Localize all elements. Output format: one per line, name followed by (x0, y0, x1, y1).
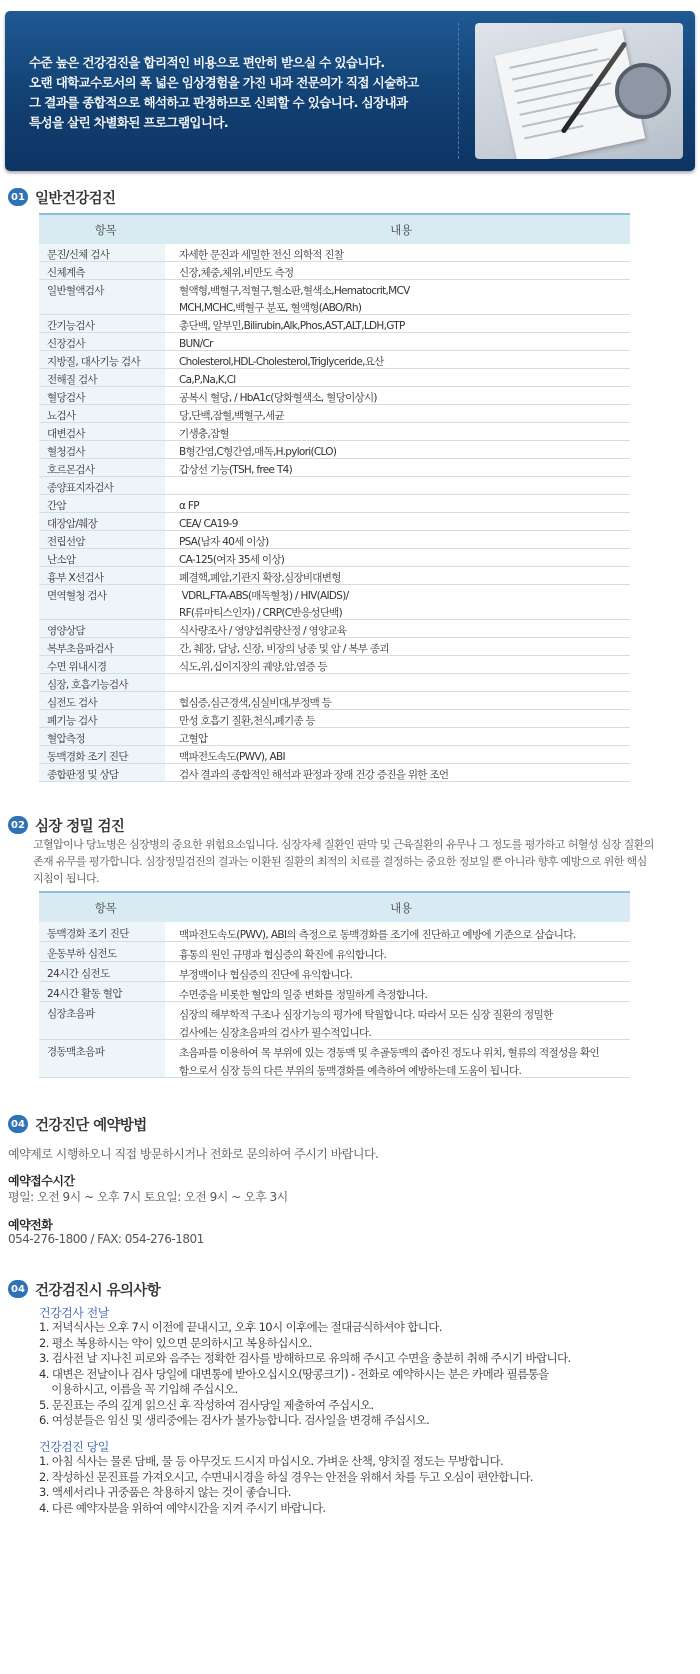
table-row (39, 531, 630, 549)
row-item-label: 종양표지자검사 (39, 477, 165, 494)
row-content (165, 922, 630, 941)
row-content-line: 함으로서 심장 등의 다른 부위의 동맥경화를 예측하여 예방하는데 도움이 됩니다. (179, 1065, 522, 1077)
row-content-line: Ca,P,Na,K,Cl (179, 374, 236, 386)
row-item-label: 전해질 검사 (39, 369, 165, 386)
row-content (165, 656, 630, 673)
row-content (165, 351, 630, 368)
table-row (39, 922, 630, 942)
intro-banner (5, 11, 695, 171)
row-item-label: 심장, 호흡기능검사 (39, 674, 165, 691)
row-content-line: 초음파를 이용하여 목 부위에 있는 경동맥 및 추골동맥의 좁아진 정도나 위치, 혈류의 적절성을 확인 (179, 1047, 600, 1059)
row-content (165, 531, 630, 548)
notice-before-list (39, 1320, 571, 1429)
row-item-label: 24시간 활동 혈압 (39, 982, 165, 1001)
table-row (39, 638, 630, 656)
row-content-line: 기생충,잠혈 (179, 428, 229, 440)
table-row (39, 459, 630, 477)
row-content-line: B형간염,C형간염,매독,H.pylori(CLO) (179, 446, 337, 458)
table-row (39, 280, 630, 315)
row-item-label: 신장검사 (39, 333, 165, 350)
banner-line: 수준 높은 건강검진을 합리적인 비용으로 편안히 받으실 수 있습니다. (29, 55, 385, 70)
row-content-line: 검사에는 심장초음파의 검사가 필수적입니다. (179, 1027, 372, 1039)
section-heading-cardiac (8, 815, 124, 835)
row-item-label: 혈당검사 (39, 387, 165, 404)
row-content (165, 710, 630, 727)
section-title: 건강검진시 유의사항 (35, 1282, 161, 1299)
table-header (39, 891, 630, 922)
row-item-label: 지방질, 대사기능 검사 (39, 351, 165, 368)
table-row (39, 513, 630, 531)
list-item: 1. 저녁식사는 오후 7시 이전에 끝내시고, 오후 10시 이후에는 절대금식하셔야 합니다. (39, 1320, 442, 1334)
row-content (165, 495, 630, 512)
row-content (165, 315, 630, 332)
row-content-line: CA-125(여자 35세 이상) (179, 554, 285, 566)
table-row (39, 674, 630, 692)
row-content (165, 1002, 630, 1039)
row-content (165, 441, 630, 458)
row-content-line: 간, 췌장, 담낭, 신장, 비장의 낭종 및 암 / 복부 종괴 (179, 643, 389, 655)
row-content-line: 협심증,심근경색,심실비대,부정맥 등 (179, 697, 332, 709)
row-content (165, 1040, 630, 1077)
row-content (165, 477, 630, 494)
row-item-label: 운동부하 심전도 (39, 942, 165, 961)
row-content-line: MCH,MCHC,백혈구 분포, 혈액형(ABO/Rh) (179, 302, 362, 314)
row-content-line: 부정맥이나 협심증의 진단에 유익합니다. (179, 969, 353, 981)
notice-day-list (39, 1454, 533, 1516)
banner-line: 그 결과를 종합적으로 해석하고 판정하므로 신뢰할 수 있습니다. 심장내과 (29, 95, 408, 110)
table-row (39, 746, 630, 764)
intro-line: 고혈압이나 당뇨병은 심장병의 중요한 위험요소입니다. 심장자체 질환인 판막 및 근육질환의 유무나 그 정도를 평가하고 허혈성 심장 질환의 (33, 838, 654, 851)
row-content (165, 942, 630, 961)
row-content (165, 620, 630, 637)
row-content-line: VDRL,FTA-ABS(매독혈청) / HIV(AIDS)/ (179, 590, 349, 602)
row-item-label: 전립선암 (39, 531, 165, 548)
row-content (165, 369, 630, 386)
table-row (39, 369, 630, 387)
list-item: 6. 여성분들은 임신 및 생리중에는 검사가 불가능합니다. 검사일을 변경해 주십시오. (39, 1413, 430, 1427)
row-content (165, 549, 630, 566)
row-content-line: 총단백, 알부민,Bilirubin,Alk,Phos,AST,ALT,LDH,GTP (179, 320, 405, 332)
row-item-label: 혈압측정 (39, 728, 165, 745)
row-content-line: 심장의 해부학적 구조나 심장기능의 평가에 탁월합니다. 따라서 모든 심장 질환의 정밀한 (179, 1009, 553, 1021)
banner-text (29, 53, 449, 133)
list-item: 3. 액세서리나 귀중품은 착용하지 않는 것이 좋습니다. (39, 1485, 291, 1499)
row-content (165, 405, 630, 422)
row-content (165, 638, 630, 655)
row-content-line: 식사량조사 / 영양섭취량산정 / 영양교육 (179, 625, 347, 637)
row-content-line: 검사 결과의 종합적인 해석과 판정과 장래 건강 증진을 위한 조언 (179, 769, 449, 781)
list-item: 3. 검사전 날 지나친 피로와 음주는 정확한 검사를 방해하므로 유의해 주시고 수면을 충분히 취해 주시기 바랍니다. (39, 1351, 571, 1365)
row-item-label: 심장초음파 (39, 1002, 165, 1039)
section-title: 건강진단 예약방법 (35, 1117, 147, 1134)
row-item-label: 호르몬검사 (39, 459, 165, 476)
table-row (39, 962, 630, 982)
list-item: 4. 다른 예약자분을 위하여 예약시간을 지켜 주시기 바랍니다. (39, 1500, 326, 1515)
row-item-label: 종합판정 및 상담 (39, 764, 165, 781)
row-content-line: 맥파전도속도(PWV), ABI의 측정으로 동맥경화를 조기에 진단하고 예방에 기준으로 삼습니다. (179, 929, 576, 941)
row-content (165, 333, 630, 350)
section-number-badge: 01 (8, 188, 28, 206)
row-item-label: 면역혈청 검사 (39, 585, 165, 619)
row-content (165, 459, 630, 476)
table-row (39, 585, 630, 620)
list-item: 2. 작성하신 문진표를 가져오시고, 수면내시경을 하실 경우는 안전을 위해서 차를 두고 오심이 편안합니다. (39, 1469, 533, 1484)
row-item-label: 심전도 검사 (39, 692, 165, 709)
row-item-label: 대변검사 (39, 423, 165, 440)
section-heading-reservation (8, 1114, 147, 1134)
table-row (39, 477, 630, 495)
table-row (39, 1002, 630, 1040)
reservation-hours-title: 예약접수시간 (8, 1174, 75, 1188)
intro-line: 지침이 됩니다. (33, 872, 99, 885)
checkup-photo (475, 23, 683, 159)
row-content-line: 갑상선 기능(TSH, free T4) (179, 464, 293, 476)
row-content (165, 280, 630, 314)
section-heading-notice (8, 1279, 160, 1299)
row-content-line: RF(류마티스인자) / CRP(C반응성단백) (179, 607, 342, 619)
list-item: 2. 평소 복용하시는 약이 있으면 문의하시고 복용하십시오. (39, 1335, 312, 1350)
table-row (39, 244, 630, 262)
table-row (39, 942, 630, 962)
notice-day-title: 건강검진 당일 (39, 1440, 109, 1454)
list-item: 1. 아침 식사는 물론 담배, 물 등 아무것도 드시지 마십시오. 가벼운 산책, 양치질 정도는 무방합니다. (39, 1454, 504, 1468)
table-row (39, 1040, 630, 1078)
row-content (165, 962, 630, 981)
cardiac-intro (33, 836, 654, 887)
table-row (39, 549, 630, 567)
row-content (165, 387, 630, 404)
list-item: 이용하시고, 이름을 꼭 기입해 주십시오. (39, 1382, 238, 1396)
row-item-label: 신체계측 (39, 262, 165, 279)
row-item-label: 간기능검사 (39, 315, 165, 332)
row-item-label: 경동맥초음파 (39, 1040, 165, 1077)
row-item-label: 동맥경화 조기 진단 (39, 922, 165, 941)
reservation-phone-title: 예약전화 (8, 1218, 53, 1232)
row-content (165, 746, 630, 763)
row-content-line: 당,단백,잠혈,백혈구,세균 (179, 410, 284, 422)
reservation-phone: 054-276-1800 / FAX: 054-276-1801 (8, 1232, 204, 1246)
banner-line: 오랜 대학교수로서의 폭 넓은 임상경험을 가진 내과 전문의가 직접 시술하고 (29, 75, 419, 90)
row-item-label: 영양상담 (39, 620, 165, 637)
section-number-badge: 04 (8, 1280, 28, 1298)
header-item: 항목 (94, 222, 117, 237)
row-item-label: 복부초음파검사 (39, 638, 165, 655)
row-content-line: 신장,체중,체위,비만도 측정 (179, 267, 294, 279)
header-content: 내용 (390, 222, 412, 237)
table-row (39, 656, 630, 674)
table-row (39, 982, 630, 1002)
table-row (39, 710, 630, 728)
row-content-line: 식도,위,십이지장의 궤양,암,염증 등 (179, 661, 328, 673)
table-row (39, 351, 630, 369)
banner-divider (458, 23, 459, 159)
row-content-line: 폐결핵,폐암,기관지 확장,심장비대변형 (179, 572, 341, 584)
row-content (165, 567, 630, 584)
row-content-line: PSA(남자 40세 이상) (179, 536, 269, 548)
reservation-intro: 예약제로 시행하오니 직접 방문하시거나 전화로 문의하여 주시기 바랍니다. (8, 1147, 379, 1161)
row-content-line: 흉통의 원인 규명과 협심증의 확진에 유익합니다. (179, 949, 387, 961)
table-row (39, 387, 630, 405)
stethoscope-icon (615, 63, 671, 119)
row-content (165, 513, 630, 530)
row-content (165, 982, 630, 1001)
row-content (165, 674, 630, 691)
row-content-line: 만성 호흡기 질환,천식,폐기종 등 (179, 715, 315, 727)
row-content (165, 585, 630, 619)
table-row (39, 333, 630, 351)
table-row (39, 764, 630, 782)
table-row (39, 692, 630, 710)
row-item-label: 간암 (39, 495, 165, 512)
table-row (39, 567, 630, 585)
section-heading-general (8, 187, 115, 207)
row-content-line: 공복시 혈당, / HbA1c(당화혈색소, 혈당이상시) (179, 392, 377, 404)
table-row (39, 495, 630, 513)
row-content-line: 혈액형,백혈구,적혈구,혈소판,혈색소,Hematocrit,MCV (179, 285, 410, 297)
row-content (165, 764, 630, 781)
section-number-badge: 04 (8, 1115, 28, 1133)
row-item-label: 뇨검사 (39, 405, 165, 422)
header-content: 내용 (390, 900, 412, 915)
intro-line: 존재 유무를 평가합니다. 심장정밀검진의 결과는 이환된 질환의 최적의 치료를 결정하는 중요한 정보일 뿐 아니라 향후 예방으로 위한 핵심 (33, 855, 647, 868)
notice-before-title: 건강검사 전날 (39, 1306, 109, 1320)
row-content (165, 423, 630, 440)
reservation-hours: 평일: 오전 9시 ~ 오후 7시 토요일: 오전 9시 ~ 오후 3시 (8, 1190, 288, 1204)
table-row (39, 441, 630, 459)
row-content (165, 244, 630, 261)
section-number-badge: 02 (8, 816, 28, 834)
header-item: 항목 (94, 900, 117, 915)
row-content-line: 자세한 문진과 세밀한 전신 의학적 진찰 (179, 249, 344, 261)
table-row (39, 728, 630, 746)
table-row (39, 405, 630, 423)
row-item-label: 문진/신체 검사 (39, 244, 165, 261)
row-item-label: 대장암/췌장 (39, 513, 165, 530)
banner-line: 특성을 살린 차별화된 프로그램입니다. (29, 115, 229, 130)
row-item-label: 혈청검사 (39, 441, 165, 458)
row-content-line: α FP (179, 500, 199, 512)
row-content-line: 맥파전도속도(PWV), ABI (179, 751, 285, 763)
row-item-label: 수면 위내시경 (39, 656, 165, 673)
table-row (39, 620, 630, 638)
general-checkup-table (39, 213, 630, 782)
row-item-label: 폐기능 검사 (39, 710, 165, 727)
row-content-line: Cholesterol,HDL-Cholesterol,Triglyceride,요산 (179, 356, 384, 368)
section-title: 심장 정밀 검진 (35, 818, 125, 835)
row-item-label: 동맥경화 조기 진단 (39, 746, 165, 763)
row-content-line: BUN/Cr (179, 338, 213, 350)
table-header (39, 213, 630, 244)
table-row (39, 423, 630, 441)
row-content-line: 수면중을 비롯한 혈압의 일중 변화를 정밀하게 측정합니다. (179, 989, 428, 1001)
list-item: 4. 대변은 전날이나 검사 당일에 대변통에 받아오십시오(땅콩크기) - 전화로 예약하시는 분은 카메라 필름통을 (39, 1366, 549, 1381)
cardiac-checkup-table (39, 891, 630, 1078)
table-row (39, 315, 630, 333)
row-content-line: 고혈압 (179, 733, 208, 745)
section-title: 일반건강검진 (35, 190, 116, 207)
row-content (165, 262, 630, 279)
row-item-label: 일반혈액검사 (39, 280, 165, 314)
row-content (165, 728, 630, 745)
row-item-label: 24시간 심전도 (39, 962, 165, 981)
row-content-line: CEA/ CA19-9 (179, 518, 238, 530)
row-content (165, 692, 630, 709)
row-item-label: 흉부 X선검사 (39, 567, 165, 584)
list-item: 5. 문진표는 주의 깊게 읽으신 후 작성하여 검사당일 제출하여 주십시오. (39, 1397, 374, 1412)
row-item-label: 난소암 (39, 549, 165, 566)
table-row (39, 262, 630, 280)
